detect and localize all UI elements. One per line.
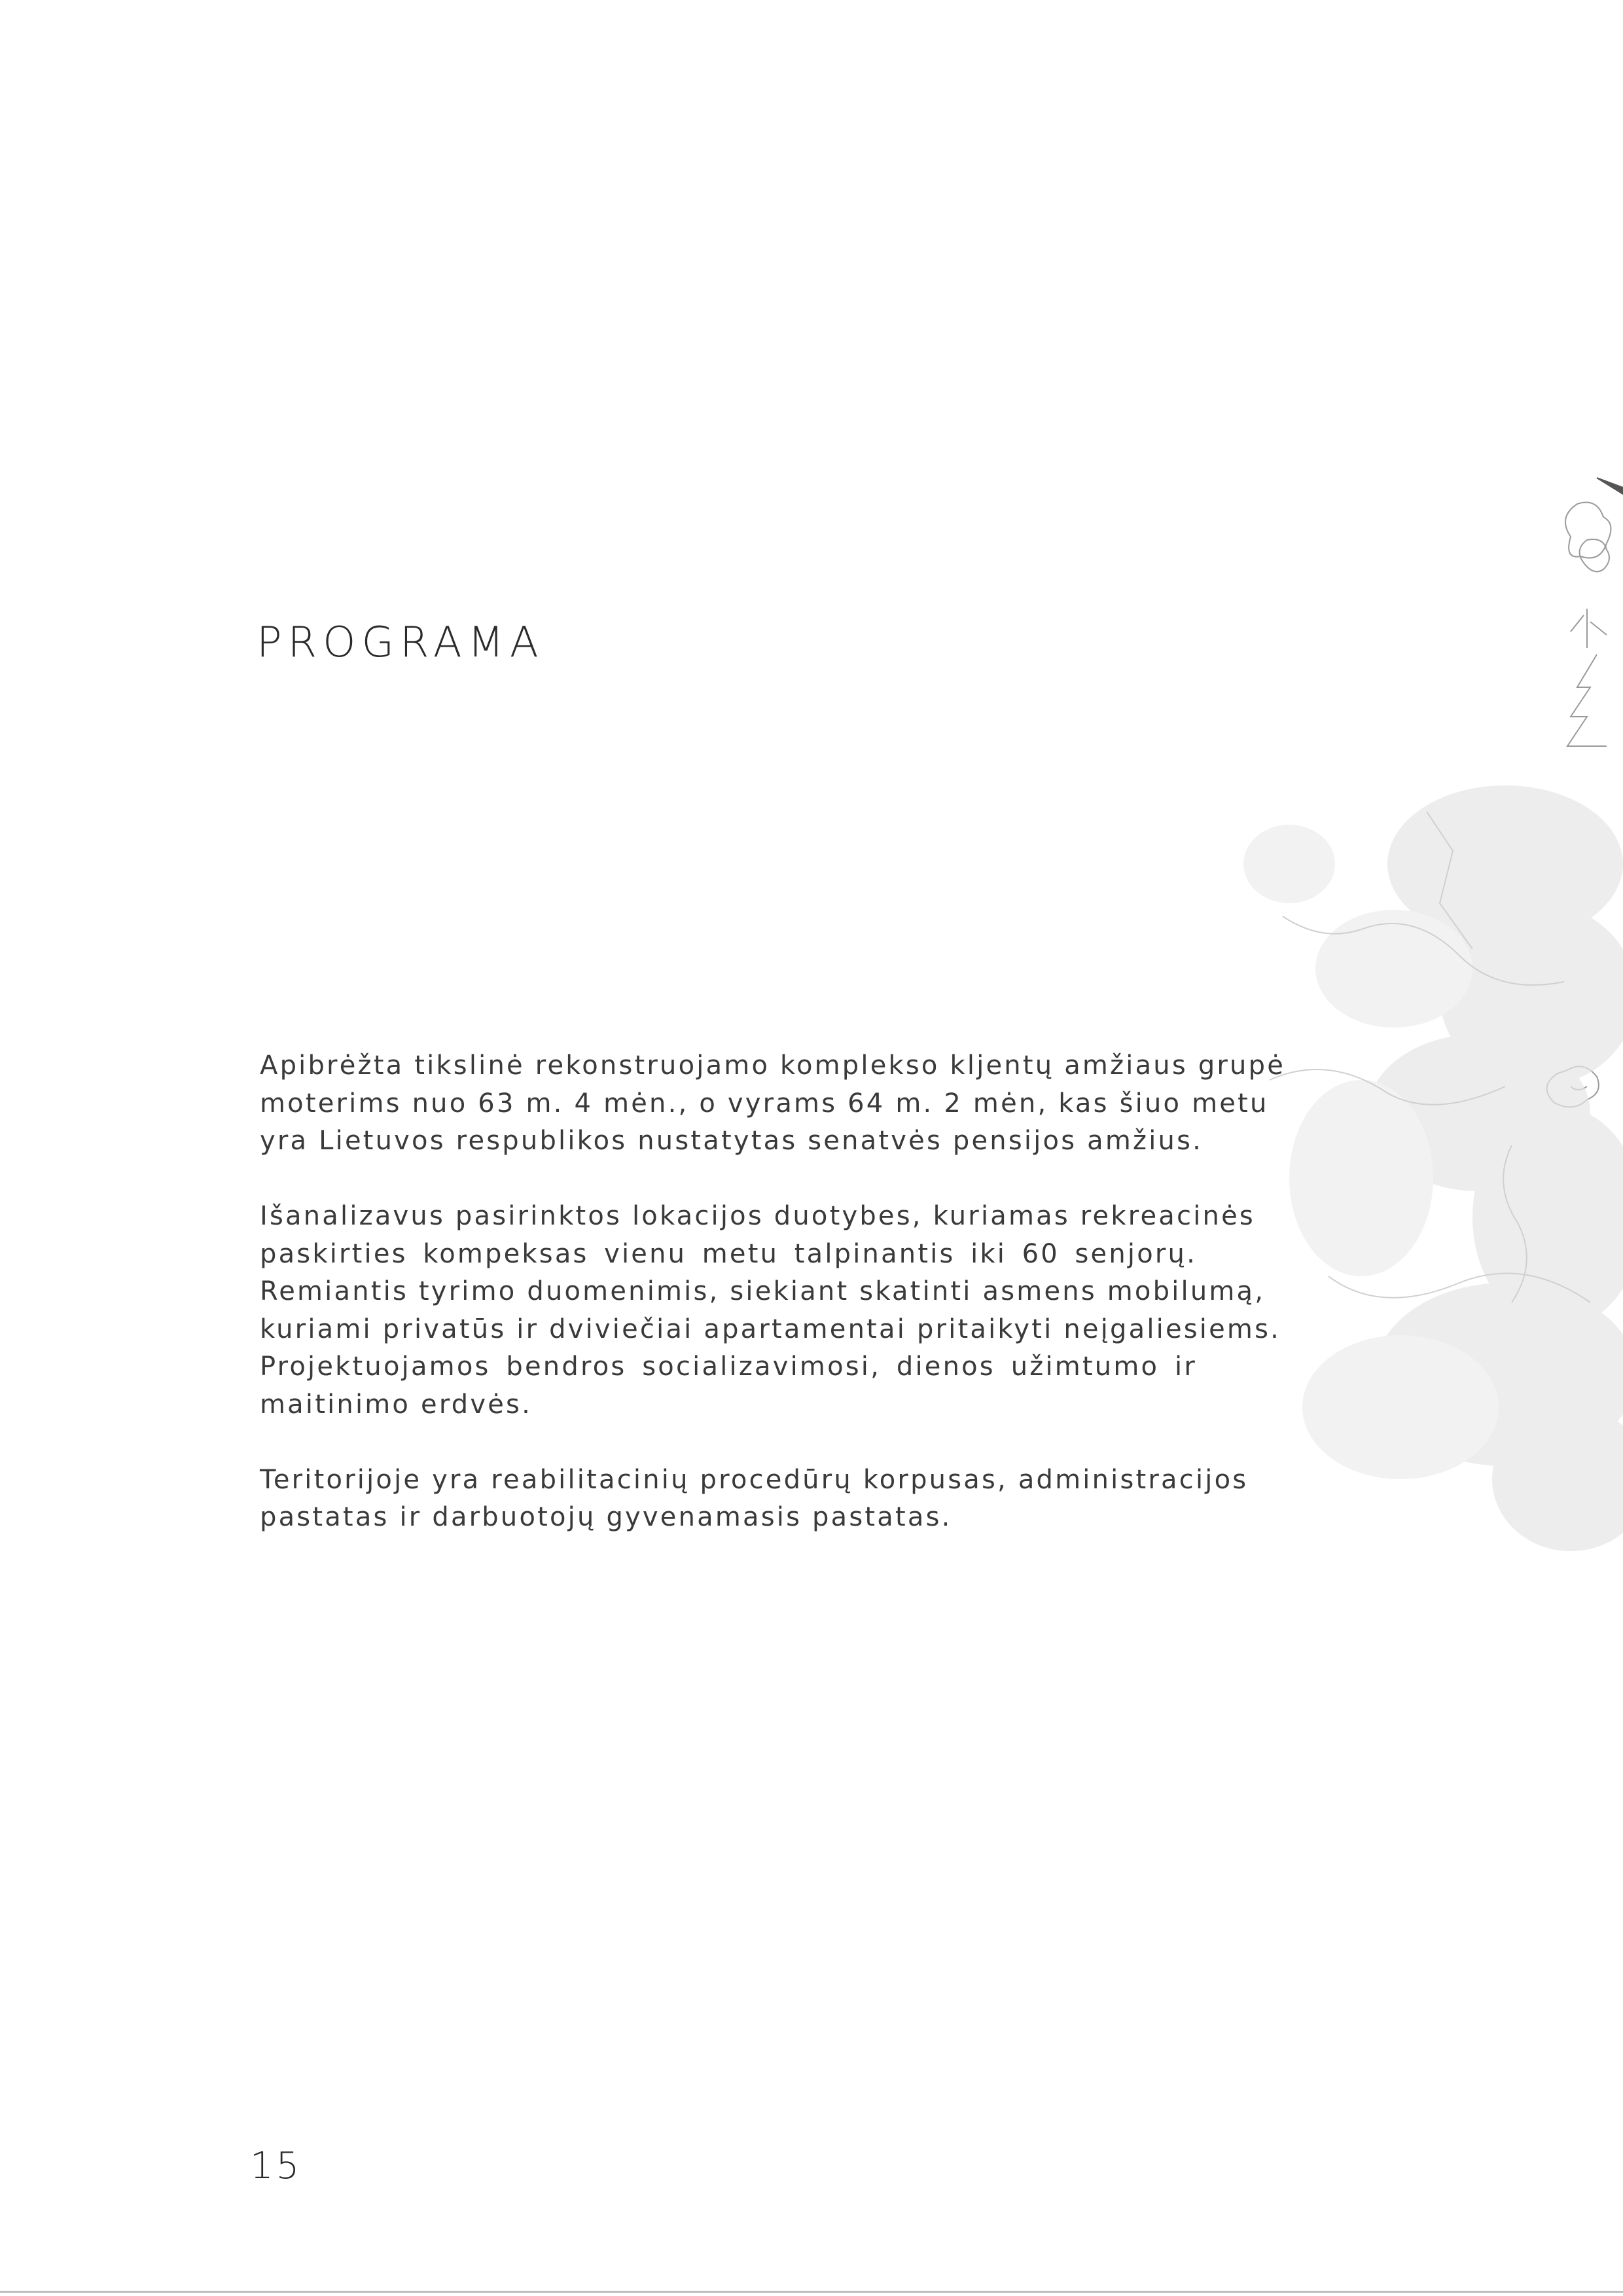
landscape-sketch-illustration xyxy=(1230,458,1623,1571)
bottom-divider xyxy=(0,2291,1623,2293)
section-heading: PROGRAMA xyxy=(257,619,544,667)
paragraph-3 xyxy=(260,1462,1249,1537)
text-line: moterims nuo 63 m. 4 mėn., o vyrams 64 m. 2 mėn, kas šiuo metu xyxy=(260,1088,1269,1119)
body-text xyxy=(260,1047,1286,1574)
text-line: Apibrėžta tikslinė rekonstruojamo komplekso kljentų amžiaus grupė xyxy=(260,1050,1286,1081)
text-line: maitinimo erdvės. xyxy=(260,1389,532,1420)
text-line: Projektuojamos bendros socializavimosi, dienos užimtumo ir xyxy=(260,1352,1197,1382)
text-line: kuriami privatūs ir dviviečiai apartamentai pritaikyti neįgaliesiems. xyxy=(260,1314,1281,1344)
paragraph-2 xyxy=(260,1198,1281,1424)
text-line: Išanalizavus pasirinktos lokacijos duotybes, kuriamas rekreacinės xyxy=(260,1201,1255,1231)
text-line: paskirties kompeksas vienu metu talpinantis iki 60 senjorų. xyxy=(260,1238,1197,1269)
text-line: pastatas ir darbuotojų gyvenamasis pastatas. xyxy=(260,1502,952,1532)
text-line: Remiantis tyrimo duomenimis, siekiant skatinti asmens mobilumą, xyxy=(260,1276,1266,1306)
paragraph-1 xyxy=(260,1047,1286,1160)
text-line: yra Lietuvos respublikos nustatytas senatvės pensijos amžius. xyxy=(260,1126,1204,1156)
text-line: Teritorijoje yra reabilitacinių procedūrų korpusas, administracijos xyxy=(260,1464,1249,1495)
page-number: 15 xyxy=(250,2145,302,2187)
